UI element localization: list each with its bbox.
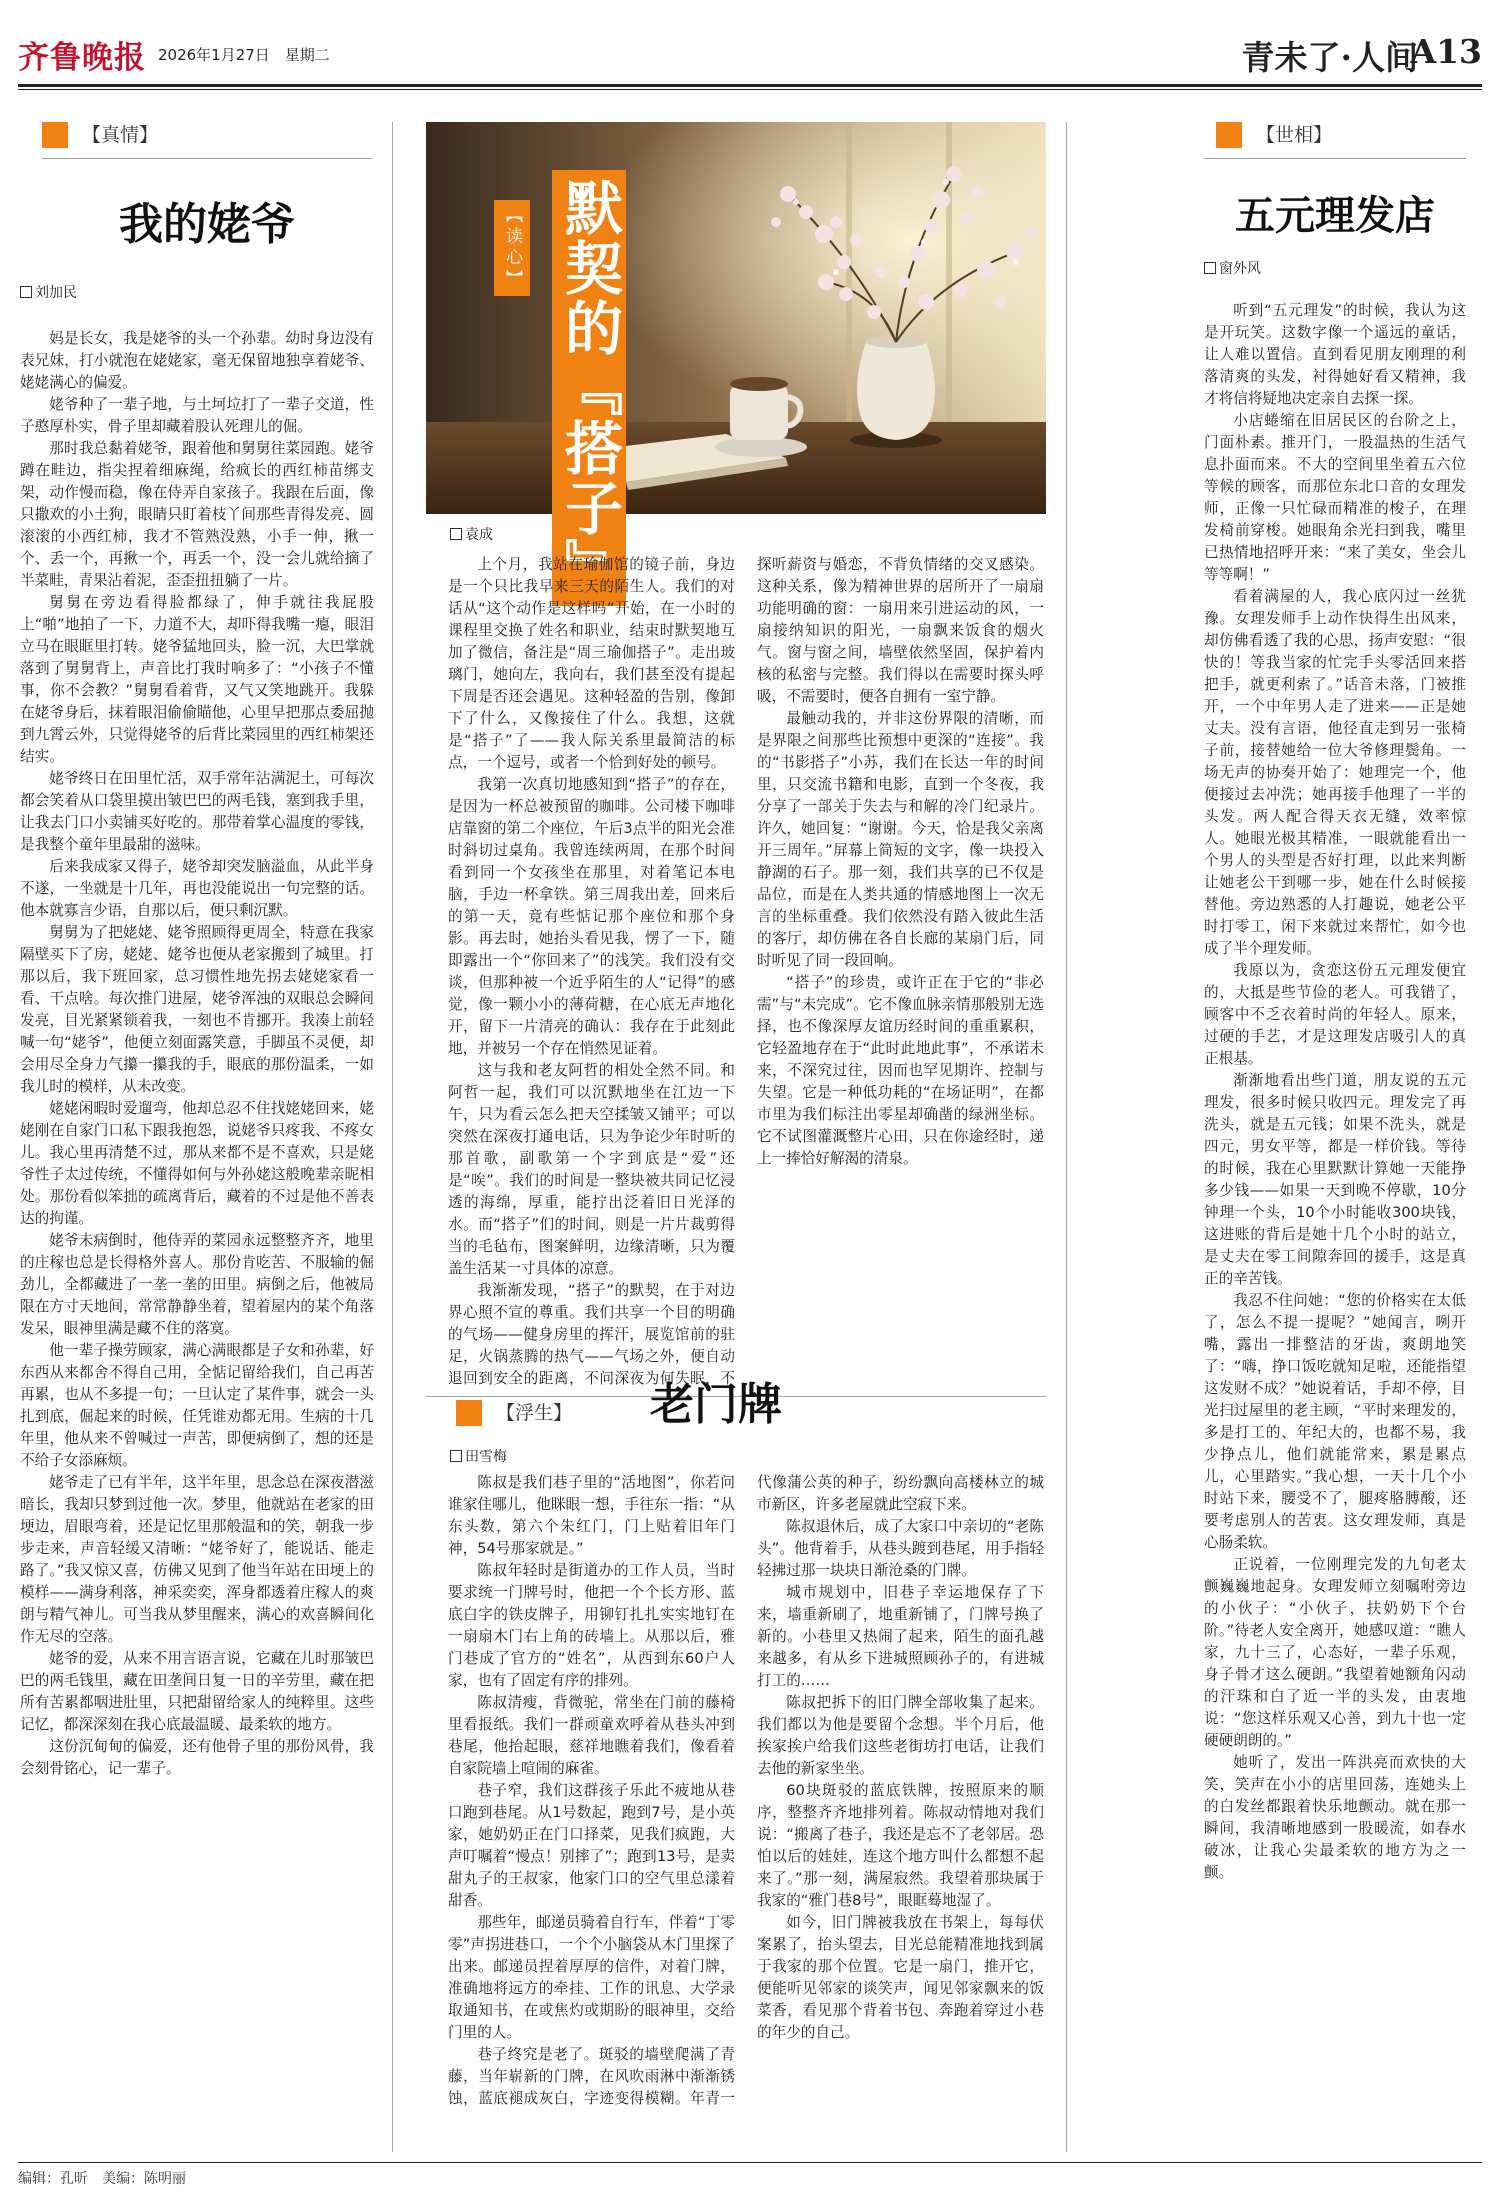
paragraph: 姥爷终日在田里忙活，双手常年沾满泥土，可每次都会笑着从口袋里摸出皱巴巴的两毛钱，塞到我手里，让我去门口小卖铺买好吃的。那带着掌心温度的零钱，是我整个童年里最甜的滋味。 (20, 770, 374, 853)
column-tag: 【真情】 (82, 124, 159, 146)
still-life-photo (426, 122, 1046, 514)
paragraph: 她听了，发出一阵洪亮而欢快的大笑，笑声在小小的店里回荡，连她头上的白发丝都跟着快乐地颤动。就在那一瞬间，我清晰地感到一股暖流，如春水破冰，让我心尖最柔软的地方为之一颤。 (1204, 1754, 1466, 1881)
author: 窗外风 (1219, 261, 1261, 277)
paragraph: 舅舅在旁边看得脸都绿了，伸手就往我屁股上“啪”地拍了一下，力道不大，却吓得我嘴一瘪，眼泪立马在眼眶里打转。姥爷猛地回头，脸一沉，大巴掌就落到了舅舅背上，声音比打我时响多了：“小孩子不懂事，你不会教？”舅舅看着背，又气又笑地跳开。我躲在姥爷身后，抹着眼泪偷偷瞄他，心里早把那点委屈抛到九霄云外，只觉得姥爷的后背比菜园里的西红柿架还结实。 (20, 594, 374, 765)
paragraph: 后来我成家又得子，姥爷却突发脑溢血，从此半身不遂，一坐就是十几年，再也没能说出一句完整的话。他本就寡言少语，自那以后，便只剩沉默。 (20, 858, 374, 919)
paragraph: 我忍不住问她：“您的价格实在太低了，怎么不提一提呢？”她闻言，咧开嘴，露出一排整洁的牙齿，爽朗地笑了：“嗨，挣口饭吃就知足啦，还能指望这发财不成？”她说着话，手却不停，目光扫过屋里的老主顾，“平时来理发的，多是打工的、年纪大的，也都不易，我少挣点儿，他们就能常来，累是累点儿，心里踏实。”我心想，一天十几个小时站下来，腰受不了，腿疼胳膊酸，还要考虑别人的苦衷。这女理发师，真是心肠柔软。 (1204, 1292, 1466, 1551)
orange-square-icon (456, 1400, 482, 1426)
paragraph: 陈叔把拆下的旧门牌全部收集了起来。我们都以为他是要留个念想。半个月后，他挨家挨户给我们这些老街坊打电话，让我们去他的新家坐坐。 (757, 1694, 1044, 1777)
byline-box-icon (20, 286, 32, 298)
paragraph: 小店蜷缩在旧居民区的台阶之上，门面朴素。推开门，一股温热的生活气息扑面而来。不大的空间里坐着五六位等候的顾客，而那位东北口音的女理发师，正像一只忙碌而精准的梭子，在理发椅前穿梭。她眼角余光扫到我，嘴里已热情地招呼开来：“来了美女，坐会儿等等啊！” (1204, 412, 1466, 583)
byline (450, 524, 493, 544)
right-column-label (1216, 122, 1482, 156)
header-rule-thin (18, 89, 1482, 90)
paragraph: 我第一次真切地感知到“搭子”的存在，是因为一杯总被预留的咖啡。公司楼下咖啡店靠窗的第二个座位，午后3点半的阳光会准时斜切过桌角。我曾连续两周，在那个时间看到同一个女孩坐在那里，对着笔记本电脑，手边一杯拿铁。第三周我出差，回来后的第一天，竟有些惦记那个座位和那个身影。再去时，她抬头看见我，愣了一下，随即露出一个“你回来了”的浅笑。我们没有交谈，但那种被一个近乎陌生的人“记得”的感觉，像一颗小小的薄荷糖，在心底无声地化开，留下一片清亮的确认：我存在于此刻此地，并被另一个存在悄然见证着。 (448, 776, 735, 1057)
header-rule (18, 84, 1482, 87)
credits: 编辑：孔昕 美编：陈明丽 (18, 2171, 186, 2187)
issue-date: 2026年1月27日 星期二 (158, 46, 330, 64)
paragraph: 那时我总黏着姥爷，跟着他和舅舅往菜园跑。姥爷蹲在畦边，指尖捏着细麻绳，给疯长的西红柿苗绑支架，动作慢而稳，像在侍弄自家孩子。我跟在后面，像只撒欢的小土狗，眼睛只盯着枝丫间那些青得发亮、圆滚滚的小西红柿，我才不管熟没熟，小手一伸，揪一个、丢一个，再揪一个，再丢一个，没一会儿就给摘了半菜畦，青果沾着泥，歪歪扭扭躺了一片。 (20, 440, 374, 589)
paragraph: 他一辈子操劳顾家，满心满眼都是子女和孙辈，好东西从来都舍不得自己用，全惦记留给我们，自己再苦再累，也从不多提一句；一旦认定了某件事，就会一头扎到底，倔起来的时候，任凭谁劝都无用。生病的十几年里，他从来不曾喊过一声苦，即便病倒了，想的还是不给子女添麻烦。 (20, 1342, 374, 1469)
article-body (448, 1472, 1044, 2152)
paragraph: 巷子窄，我们这群孩子乐此不疲地从巷口跑到巷尾。从1号数起，跑到7号，是小英家，她奶奶正在门口择菜，见我们疯跑，大声叮嘱着“慢点！别摔了”；跑到13号，是卖甜丸子的王叔家，他家门口的空气里总漾着甜香。 (448, 1782, 735, 1909)
paragraph: 正说着，一位刚理完发的九旬老太颤巍巍地起身。女理发师立刻嘱咐旁边的小伙子：“小伙子，扶奶奶下个台阶。”待老人安全离开，她感叹道：“瞧人家，九十三了，心态好，一辈子乐观，身子骨才这么硬朗。”我望着她额角闪动的汗珠和白了近一半的头发，由衷地说：“您这样乐观又心善，到九十也一定硬硬朗朗的。” (1204, 1556, 1466, 1749)
column-tag: 【世相】 (1256, 124, 1333, 146)
masthead (18, 22, 1482, 80)
byline (20, 282, 77, 302)
paragraph: 舅舅为了把姥姥、姥爷照顾得更周全，特意在我家隔壁买下了房，姥姥、姥爷也便从老家搬到了城里。打那以后，我下班回家，总习惯性地先拐去姥姥家看一看、干点啥。每次推门进屋，姥爷浑浊的双眼总会瞬间发亮，目光紧紧锁着我，一刻也不肯挪开。我凑上前轻喊一句“姥爷”，他便立刻面露笑意，手脚虽不灵便，却会用尽全身力气攥一攥我的手，眼底的那份温柔，一如我儿时的模样，从未改变。 (20, 924, 374, 1095)
section-name: 青未了·人间 (1241, 38, 1418, 77)
paragraph: 我原以为，贪恋这份五元理发便宜的，大抵是些节俭的老人。可我错了，顾客中不乏衣着时尚的年轻人。原来，过硬的手艺，才是这理发店吸引人的真正根基。 (1204, 962, 1466, 1067)
author: 田雪梅 (465, 1449, 507, 1465)
paragraph: 陈叔清瘦，背微驼，常坐在门前的藤椅里看报纸。我们一群顽童欢呼着从巷头冲到巷尾，他抬起眼，慈祥地瞧着我们，像看着自家院墙上喧闹的麻雀。 (448, 1694, 735, 1777)
paragraph: 陈叔年轻时是街道办的工作人员，当时要求统一门牌号时，他把一个个长方形、蓝底白字的铁皮牌子，用铆钉扎扎实实地钉在一扇扇木门右上角的砖墙上。从那以后，雅门巷成了官方的“姓名”，从西到东60户人家，也有了固定有序的排列。 (448, 1562, 735, 1689)
column-rule (42, 158, 372, 159)
paragraph: 最触动我的，并非这份界限的清晰，而是界限之间那些比预想中更深的“连接”。我的“书影搭子”小苏，我们在长达一年的时间里，只交流书籍和电影，直到一个冬夜，我分享了一部关于失去与和解的冷门纪录片。许久，她回复：“谢谢。今天，恰是我父亲离开三周年。”屏幕上简短的文字，像一块投入静湖的石子。那一刻，我们共享的已不仅是品位，而是在人类共通的情感地图上一次无言的坐标重叠。我们依然没有踏入彼此生活的客厅，却仿佛在各自长廊的某扇门后，同时听见了同一段回响。 (757, 710, 1044, 969)
paragraph: 上个月，我站在瑜伽馆的镜子前，身边是一个只比我早来三天的陌生人。我们的对话从“这个动作是这样吗”开始，在一小时的课程里交换了姓名和职业，结束时默契地互加了微信，备注是“周三瑜伽搭子”。走出玻璃门，她向左，我向右，我们甚至没有提起下周是否还会遇见。这种轻盈的告别，像卸下了什么，又像接住了什么。我想，这就是“搭子”了——我人际关系里最简洁的标点，一个逗号，或者一个恰到好处的顿号。 (448, 556, 735, 771)
byline-box-icon (450, 1450, 462, 1462)
paragraph: 听到“五元理发”的时候，我认为这是开玩笑。这数字像一个遥远的童话，让人难以置信。直到看见朋友刚理的利落清爽的头发，衬得她好看又精神，我才将信将疑地决定亲自去探一探。 (1204, 302, 1466, 407)
paragraph: 陈叔退休后，成了大家口中亲切的“老陈头”。他背着手，从巷头踱到巷尾，用手指轻轻拂过那一块块日渐沧桑的门牌。 (757, 1518, 1044, 1579)
paragraph: 陈叔是我们巷子里的“活地图”，你若问谁家住哪儿，他眯眼一想，手往东一指：“从东头数，第六个朱红门，门上贴着旧年门神，54号那家就是。” (448, 1474, 735, 1557)
footer-rule (18, 2162, 1482, 2163)
article-body (1204, 300, 1466, 2156)
paragraph: 姥爷未病倒时，他侍弄的菜园永远整整齐齐，地里的庄稼也总是长得格外喜人。那份肯吃苦、不服输的倔劲儿，全都藏进了一垄一垄的田里。病倒之后，他被局限在方寸天地间，常常静静坐着，望着屋内的某个角落发呆，眼神里满是藏不住的落寞。 (20, 1232, 374, 1337)
page-number: A13 (1410, 32, 1482, 71)
article-title: 默契的『搭子』 (552, 170, 626, 606)
byline (450, 1446, 507, 1466)
article-body (448, 554, 1044, 1390)
author: 袁成 (465, 527, 493, 543)
paragraph: 妈是长女，我是姥爷的头一个孙辈。幼时身边没有表兄妹，打小就泡在姥姥家，毫无保留地独享着姥爷、姥姥满心的偏爱。 (20, 330, 374, 391)
column-divider (1066, 122, 1067, 2152)
paragraph: 姥爷走了已有半年，这半年里，思念总在深夜潜滋暗长，我却只梦到过他一次。梦里，他就站在老家的田埂边，眉眼弯着，还是记忆里那般温和的笑，朝我一步步走来，声音轻缓又清晰：“姥爷好了，能说话、能走路了。”我又惊又喜，仿佛又见到了他当年站在田埂上的模样——满身利落，神采奕奕，浑身都透着庄稼人的爽朗与精气神儿。可当我从梦里醒来，满心的欢喜瞬间化作无尽的空落。 (20, 1474, 374, 1645)
paragraph: 巷子终究是老了。斑驳的墙壁爬满了青藤，当年崭新的门牌，在风吹雨淋中渐渐锈蚀，蓝底褪成灰白，字迹变得模糊。年青一代像蒲公英的种子，纷纷飘向高楼林立的城市新区，许多老屋就此空寂下来。 (448, 1474, 1044, 2107)
paragraph: 如今，旧门牌被我放在书架上，每每伏案累了，抬头望去，目光总能精准地找到属于我家的那个位置。它是一扇门，推开它，便能听见邻家的谈笑声，闻见邻家飘来的饭菜香，看见那个背着书包、奔跑着穿过小巷的年少的自己。 (757, 1914, 1044, 2041)
paragraph: 城市规划中，旧巷子幸运地保存了下来，墙重新刷了，地重新铺了，门牌号换了新的。小巷里又热闹了起来，陌生的面孔越来越多，有从乡下进城照顾孙子的，有进城打工的…… (757, 1584, 1044, 1689)
article-title: 我的姥爷 (119, 199, 295, 250)
orange-square-icon (1216, 122, 1242, 148)
paragraph: 看着满屋的人，我心底闪过一丝犹豫。女理发师手上动作快得生出风来，却仿佛看透了我的心思，扬声安慰：“很快的！等我当家的忙完手头零活回来搭把手，就更利索了。”话音未落，门被推开，一个中年男人走了进来——正是她丈夫。没有言语，他径直走到另一张椅子前，接替她给一位大爷修理鬓角。一场无声的协奏开始了：她理完一个，他便接过去冲洗；她再接手他理了一半的头发。两人配合得天衣无缝，效率惊人。她眼光极其精准，一眼就能看出一个男人的头型是否好打理，以此来判断让她老公干到哪一步，她在什么时候接替他。旁边熟悉的人打趣说，她老公平时打零工，闲下来就过来帮忙，如今也成了半个理发师。 (1204, 588, 1466, 957)
paragraph: 姥爷的爱，从来不用言语言说，它藏在儿时那皱巴巴的两毛钱里，藏在田垄间日复一日的辛劳里，藏在把所有苦累都咽进肚里，只把甜留给家人的纯粹里。这些记忆，都深深刻在我心底最温暖、最柔软的地方。 (20, 1650, 374, 1733)
byline-box-icon (450, 528, 462, 540)
article-body (20, 328, 374, 2156)
paragraph: 姥姥闲暇时爱遛弯，他却总忍不住找姥姥回来，姥姥刚在自家门口私下跟我抱怨，说姥爷只疼我、不疼女儿。我心里再清楚不过，那从来都不是不喜欢，只是姥爷性子太过传统，不懂得如何与外孙姥这般晚辈亲昵相处。那份看似笨拙的疏离背后，藏着的不过是他不善表达的拘谨。 (20, 1100, 374, 1227)
paragraph: “搭子”的珍贵，或许正在于它的“非必需”与“未完成”。它不像血脉亲情那般别无选择，也不像深厚友谊历经时间的重重累积，它轻盈地存在于“此时此地此事”，不承诺未来，不深究过往，因而也罕见期许、控制与失望。它是一种低功耗的“在场证明”，在都市里为我们标注出零星却确凿的绿洲坐标。它不试图灌溉整片心田，只在你途经时，递上一捧恰好解渴的清泉。 (757, 974, 1044, 1167)
paragraph: 我渐渐发现，“搭子”的默契，在于对边界心照不宣的尊重。我们共享一个目的明确的气场——健身房里的挥汗，展览馆前的驻足，火锅蒸腾的热气——气场之外，便自动退回到安全的距离，不问深夜为何失眠，不探听薪资与婚恋，不背负情绪的交叉感染。这种关系，像为精神世界的居所开了一扇扇功能明确的窗：一扇用来引进运动的风，一扇接纳知识的阳光，一扇飘来饭食的烟火气。窗与窗之间，墙壁依然坚固，保护着内核的私密与完整。我们得以在需要时探头呼吸，不需要时，便各自拥有一室宁静。 (448, 556, 1044, 1387)
paragraph: 60块斑驳的蓝底铁牌，按照原来的顺序，整整齐齐地排列着。陈叔动情地对我们说：“搬离了巷子，我还是忘不了老邻居。恐怕以后的娃娃，连这个地方叫什么都想不起来了。”那一刻，满屋寂然。我望着那块属于我家的“雅门巷8号”，眼眶蓦地湿了。 (757, 1782, 1044, 1909)
paragraph: 渐渐地看出些门道，朋友说的五元理发，很多时候只收四元。理发完了再洗头，就是五元钱；如果不洗头，就是四元，男女平等，都是一样价钱。等待的时候，我在心里默默计算她一天能挣多少钱——如果一天到晚不停歇，10分钟理一个头，10个小时能收300块钱，这进账的背后是她十几个小时的站立，是丈夫在零工间隙奔回的援手，这是真正的辛苦钱。 (1204, 1072, 1466, 1287)
article-title: 五元理发店 (1235, 192, 1435, 239)
byline (1204, 258, 1261, 278)
paragraph: 这份沉甸甸的偏爱，还有他骨子里的那份风骨，我会刻骨铭心，记一辈子。 (20, 1738, 374, 1777)
byline-box-icon (1204, 262, 1216, 274)
left-column-label (42, 122, 372, 156)
column-rule (1204, 158, 1466, 159)
article-title: 老门牌 (650, 1379, 782, 1430)
column-divider (392, 122, 393, 2152)
article-photo (426, 122, 1046, 514)
paragraph: 这与我和老友阿哲的相处全然不同。和阿哲一起，我们可以沉默地坐在江边一下午，只为看云怎么把天空揉皱又铺平；可以突然在深夜打通电话，只为争论少年时听的那首歌，副歌第一个字到底是“爱”还是“唉”。我们的时间是一整块被共同记忆浸透的海绵，厚重，能拧出泛着旧日光泽的水。而“搭子”们的时间，则是一片片裁剪得当的毛毡布，图案鲜明，边缘清晰，只为覆盖生活某一寸具体的凉意。 (448, 1062, 735, 1277)
column-tag: 【浮生】 (496, 1402, 573, 1424)
author: 刘加民 (35, 285, 77, 301)
newspaper-logo: 齐鲁晚报 (18, 40, 146, 76)
orange-square-icon (42, 122, 68, 148)
paragraph: 姥爷种了一辈子地，与土坷垃打了一辈子交道，性子憨厚朴实，骨子里却藏着股认死理儿的倔。 (20, 396, 374, 435)
column-tag-vertical: 【读心】 (494, 200, 530, 296)
paragraph: 那些年，邮递员骑着自行车，伴着“丁零零”声拐进巷口，一个个小脑袋从木门里探了出来。邮递员捏着厚厚的信件，对着门牌，准确地将远方的牵挂、工作的讯息、大学录取通知书，在或焦灼或期盼的眼神里，交给门里的人。 (448, 1914, 735, 2041)
